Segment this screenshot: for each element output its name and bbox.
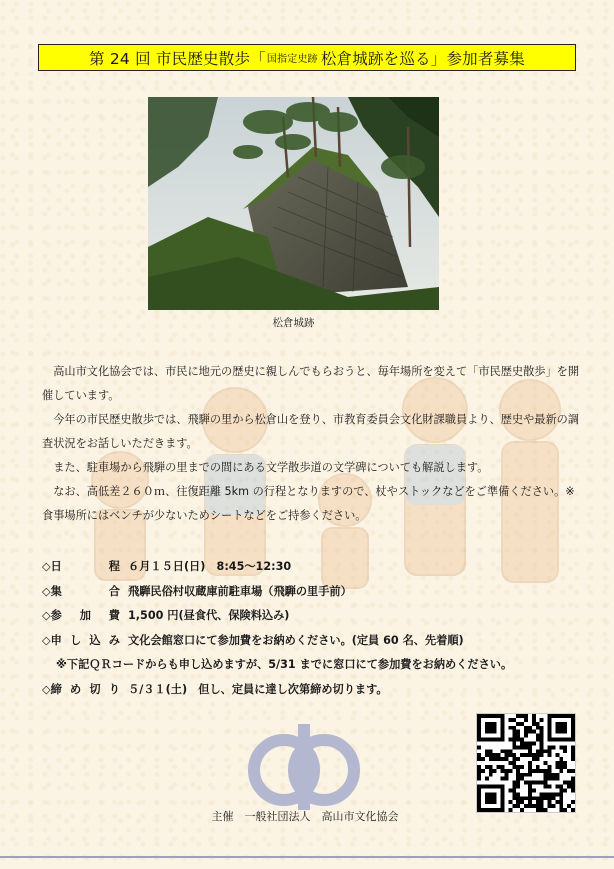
fee-label: ◇参 加 費 <box>42 609 120 622</box>
qr-note: ※下記ＱＲコードからも申し込めますが、5/31 までに窓口にて参加費をお納めください。 <box>56 658 513 671</box>
deadline-value: ５/３１(土) 但し、定員に達し次第締め切ります。 <box>128 682 388 696</box>
detail-row-fee <box>42 604 602 629</box>
application-label: ◇申 し 込 み <box>42 633 120 647</box>
intro-paragraph: なお、高低差２６０ｍ、往復距離 5km の行程となりますので、杖やストックなどをご準備ください。※食事場所にはベンチが少ないためシートなどをご持参ください。 <box>42 485 575 522</box>
intro-paragraph: 今年の市民歴史散歩では、飛騨の里から松倉山を登り、市教育委員会文化財課職員より、歴史や最新の調査状況をお話しいただきます。 <box>42 413 580 450</box>
fee-value: 1,500 円(昼食代、保険料込み) <box>128 609 290 622</box>
detail-row-deadline <box>42 678 602 703</box>
intro-text <box>42 360 582 528</box>
organizer: 主催 一般社団法人 高山市文化協会 <box>211 810 399 823</box>
qr-code[interactable] <box>476 713 576 813</box>
matsukura-castle-photo <box>148 97 439 310</box>
title-main-after: 松倉城跡を巡る」参加者募集 <box>320 49 525 68</box>
photo-caption: 松倉城跡 <box>272 317 315 329</box>
intro-paragraph: 高山市文化協会では、市民に地元の歴史に親しんでもらおうと、毎年場所を変えて「市民歴史散歩」を開催しています。 <box>42 365 580 402</box>
meeting-value: 飛騨民俗村収蔵庫前駐車場（飛騨の里手前） <box>128 584 352 598</box>
intro-paragraph: また、駐車場から飛騨の里までの間にある文学散歩道の文学碑についても解説します。 <box>53 461 489 474</box>
deadline-label: ◇締 め 切 り <box>42 682 120 696</box>
title-small-label: 国指定史跡 <box>266 54 318 65</box>
detail-row-date <box>42 555 602 580</box>
title-main-before: 第 24 回 市民歴史散歩「 <box>89 49 266 68</box>
bottom-divider <box>0 856 614 858</box>
detail-row-meeting <box>42 580 602 605</box>
detail-row-application <box>42 629 602 654</box>
association-emblem <box>244 722 364 812</box>
date-label: ◇日 程 <box>42 560 120 573</box>
date-value: ６月１５日(日) 8:45〜12:30 <box>128 560 292 573</box>
page-title <box>38 44 576 71</box>
meeting-label: ◇集 合 <box>42 584 120 598</box>
event-details <box>42 555 602 702</box>
application-value: 文化会館窓口にて参加費をお納めください。(定員 60 名、先着順) <box>128 633 464 647</box>
